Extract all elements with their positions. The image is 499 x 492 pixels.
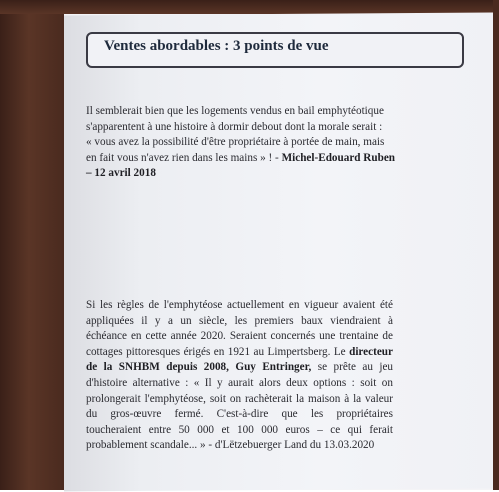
quote-line: Il semblerait bien que les logements vendus en bail emphytéotique xyxy=(86,105,384,117)
paragraph-emphasis: directeur xyxy=(349,345,393,358)
quote-date: – 12 avril 2018 xyxy=(86,167,156,179)
quote-author: Michel-Edouard Ruben xyxy=(281,151,396,164)
paragraph-line xyxy=(86,360,393,376)
paragraph-line: du gros-œuvre fermé. C'est-à-dire que les propriétaires xyxy=(86,408,393,421)
paragraph-line: échéance en cette année 2020. Seraient concernés une trentaine de xyxy=(86,330,393,343)
quote-line: s'apparentent à une histoire à dormir debout dont la morale serait : xyxy=(86,120,383,133)
paragraph-line: prolongerait l'emphytéose, soit on rachèterait la maison à la valeur xyxy=(86,392,393,405)
room-wall-left xyxy=(0,0,64,490)
paragraph-line: d'histoire alternative : « Il y aurait alors deux options : soit on xyxy=(86,376,393,389)
paragraph-block xyxy=(86,298,393,454)
room-wall-right xyxy=(493,0,499,490)
quote-block xyxy=(86,104,398,182)
paragraph-line: toucheraient entre 50 000 et 100 000 euros – ce qui ferait xyxy=(86,423,393,436)
quote-line-text: en fait vous n'avez rien dans les mains » ! - xyxy=(86,151,279,164)
paragraph-line: appliquées il y a un siècle, les premiers baux viendraient à xyxy=(86,314,393,327)
slide-title: Ventes abordables : 3 points de vue xyxy=(104,38,329,54)
paragraph-text: cottages pittoresques érigés en 1921 au Limpertsberg. Le xyxy=(86,345,346,358)
paragraph-text: se prête au jeu xyxy=(317,361,393,374)
paragraph-line xyxy=(86,345,393,361)
quote-line-last xyxy=(86,151,398,167)
paragraph-emphasis: de la SNHBM depuis 2008, Guy Entringer, xyxy=(86,361,312,374)
room-wall-top xyxy=(0,0,499,14)
paragraph-line: Si les règles de l'emphytéose actuellement en vigueur avaient été xyxy=(86,299,393,311)
paragraph-line-last: probablement scandale... » - d'Lëtzebuerger Land du 13.03.2020 xyxy=(86,439,375,452)
quote-line: « vous avez la possibilité d'être propriétaire à portée de main, mais xyxy=(86,136,385,148)
